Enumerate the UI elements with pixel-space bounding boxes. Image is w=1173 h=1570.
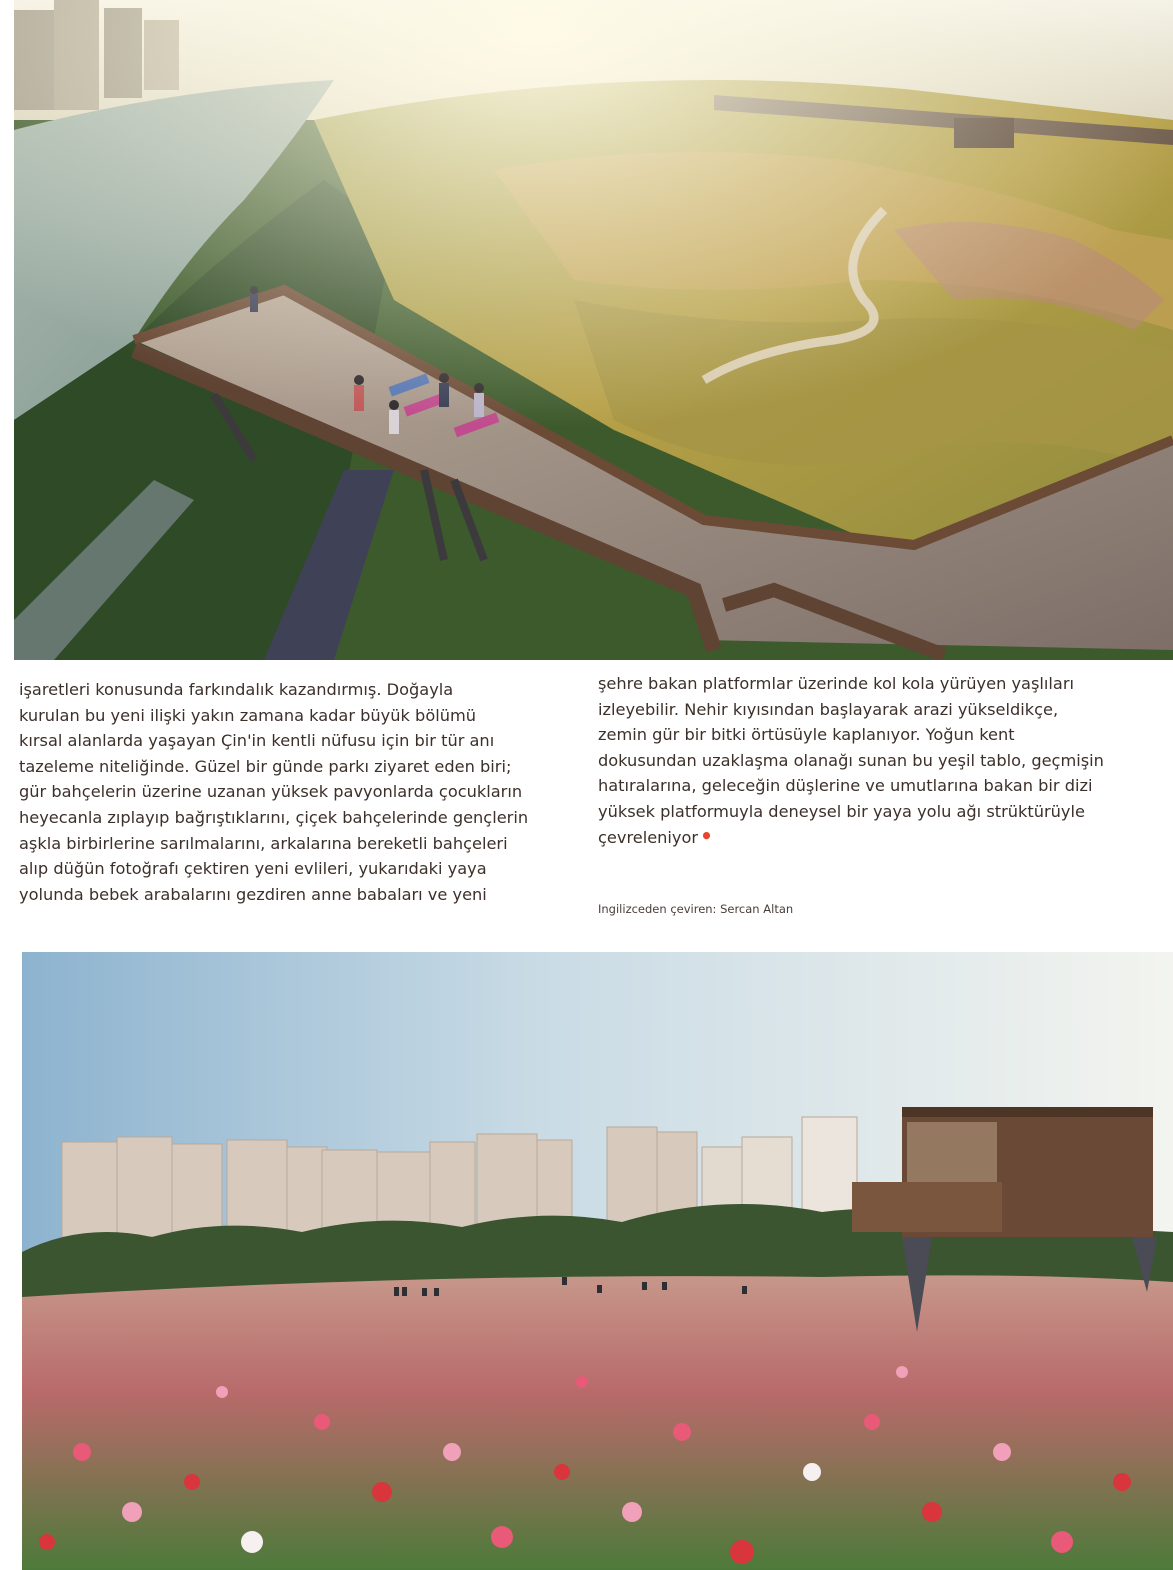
text-line: dokusundan uzaklaşma olanağı sunan bu yeşil tablo, geçmişin xyxy=(598,750,1104,770)
text-line: yüksek platformuyla deneysel bir yaya yolu ağı strüktürüyle xyxy=(598,801,1085,821)
text-line: tazeleme niteliğinde. Güzel bir günde parkı ziyaret eden biri; xyxy=(19,756,512,776)
text-line: kurulan bu yeni ilişki yakın zamana kadar büyük bölümü xyxy=(19,705,477,725)
text-line: izleyebilir. Nehir kıyısından başlayarak arazi yükseldikçe, xyxy=(598,699,1059,719)
translator-credit: Ingilizceden çeviren: Sercan Altan xyxy=(598,902,794,916)
text-line: yolunda bebek arabalarını gezdiren anne babaları ve yeni xyxy=(19,884,487,904)
text-line: alıp düğün fotoğrafı çektiren yeni evlileri, yukarıdaki yaya xyxy=(19,859,487,879)
end-of-article-mark: • xyxy=(700,823,713,848)
article-column-right xyxy=(598,671,1173,850)
article-column-left xyxy=(19,677,579,907)
aerial-park-illustration xyxy=(14,0,1173,660)
text-line: zemin gür bir bitki örtüsüyle kaplanıyor. Yoğun kent xyxy=(598,725,1015,745)
text-line: işaretleri konusunda farkındalık kazandırmış. Doğayla xyxy=(19,680,454,699)
text-line: heyecanla zıplayıp bağrıştıklarını, çiçek bahçelerinde gençlerin xyxy=(19,807,529,827)
text-line: aşkla birbirlerine sarılmalarını, arkalarına bereketli bahçeleri xyxy=(19,833,508,853)
flower-field-illustration xyxy=(22,952,1173,1570)
flower-field-photo xyxy=(22,952,1173,1570)
article-paragraph-right xyxy=(598,671,1173,850)
aerial-park-photo xyxy=(14,0,1173,660)
text-line: kırsal alanlarda yaşayan Çin'in kentli nüfusu için bir tür anı xyxy=(19,731,495,751)
text-line: hatıralarına, geleceğin düşlerine ve umutlarına bakan bir dizi xyxy=(598,776,1093,796)
article-paragraph-left xyxy=(19,677,579,907)
text-line-last xyxy=(598,825,1173,851)
text-line-content: çevreleniyor xyxy=(598,827,699,847)
text-line: gür bahçelerin üzerine uzanan yüksek pavyonlarda çocukların xyxy=(19,782,523,802)
text-line: şehre bakan platformlar üzerinde kol kola yürüyen yaşlıları xyxy=(598,674,1074,693)
